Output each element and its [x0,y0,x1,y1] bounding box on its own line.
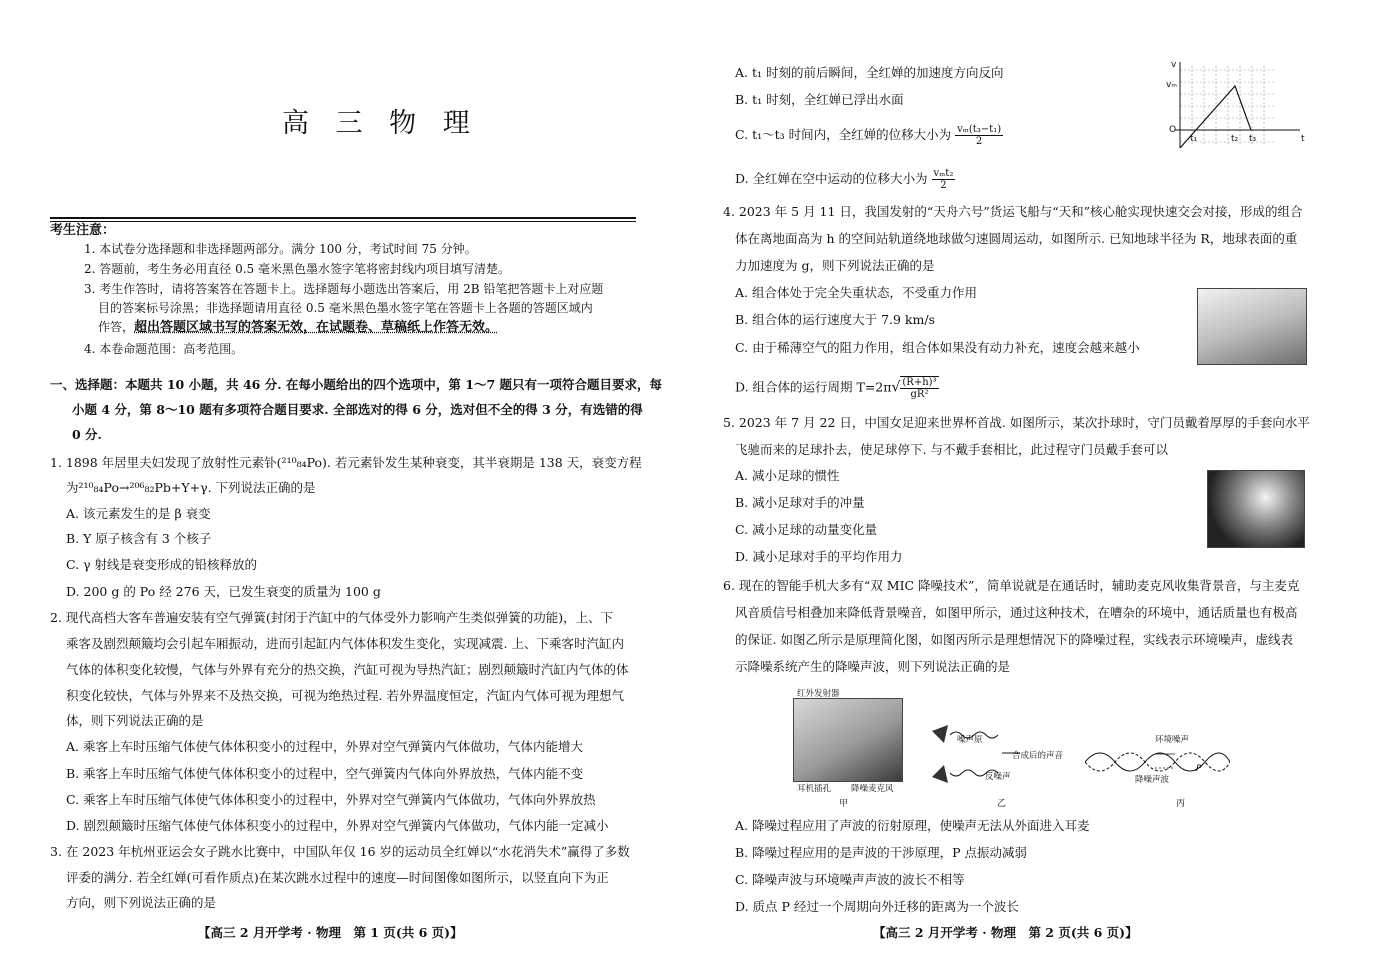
graph-label-t3: t₃ [1249,134,1257,144]
section-heading-3: 0 分. [72,427,102,442]
notice-bold-warning: 超出答题区域书写的答案无效，在试题卷、草稿纸上作答无效。 [134,320,499,335]
q5-option-b: B. 减小足球对手的冲量 [735,495,865,510]
q1-stem-1: 1. 1898 年居里夫妇发现了放射性元素钋(²¹⁰₈₄Po). 若元素钋发生某种衰变，其半衰期是 138 天，衰变方程 [50,455,642,470]
notice-3: 3. 考生作答时，请将答案答在答题卡上。选择题每小题选出答案后，用 2B 铅笔把答题卡上对应题 [84,282,604,296]
q4-option-b: B. 组合体的运行速度大于 7.9 km/s [735,312,936,327]
q5-stem-2: 飞驰而来的足球扑去，使足球停下. 与不戴手套相比，此过程守门员戴手套可以 [735,442,1168,457]
divider [50,217,636,219]
q6-option-a: A. 降噪过程应用了声波的衍射原理，使噪声无法从外面进入耳麦 [735,818,1090,833]
q4-stem-2: 体在离地面高为 h 的空间站轨道绕地球做匀速圆周运动，如图所示. 已知地球半径为 R，地球表面的重 [735,231,1298,246]
q3-option-d-text: D. 全红婵在空中运动的位移大小为 [735,171,928,186]
q4-stem-1: 4. 2023 年 5 月 11 日，我国发射的“天舟六号”货运飞船与“天和”核心舱实现快速交会对接，形成的组合 [723,204,1303,219]
denominator: gR² [910,389,929,400]
notice-1: 1. 本试卷分选择题和非选择题两部分。满分 100 分，考试时间 75 分钟。 [84,242,477,256]
q6-stem-3: 的保证. 如图乙所示是原理简化图，如图丙所示是理想情况下的降噪过程，实线表示环境噪声，虚线表 [735,632,1293,647]
q3-stem-2: 评委的满分. 若全红婵(可看作质点)在某次跳水过程中的速度—时间图像如图所示，以竖直向下为正 [66,870,609,885]
label-point-p: P [1196,764,1202,774]
label-combined-sound: 合成后的声音 [1012,751,1064,761]
section-heading-1: 一、选择题：本题共 10 小题，共 46 分. 在每小题给出的四个选项中，第 1～7 题只有一项符合题目要求，每 [50,377,663,392]
q6-stem-2: 风音质信号相叠加来降低背景噪音，如图甲所示，通过这种技术，在嘈杂的环境中，通话质量也有极高 [735,605,1298,620]
q3-option-c-text: C. t₁～t₃ 时间内，全红婵的位移大小为 [735,127,952,142]
q2-option-a: A. 乘客上车时压缩气体使气体体积变小的过程中，外界对空气弹簧内气体做功，气体内能增大 [66,739,583,754]
graph-label-t1: t₁ [1190,134,1198,144]
label-environment-noise: 环境噪声 [1155,735,1190,745]
goalkeeper-photo [1207,470,1305,548]
numerator: vₘt₂ [933,168,954,179]
graph-label-vm: vₘ [1166,80,1177,90]
numerator: vₘ(t₃−t₁) [957,124,1002,135]
notice-heading: 考生注意： [50,223,116,238]
q1-option-c: C. γ 射线是衰变形成的铅核释放的 [66,557,258,572]
q2-stem-3: 气体的体积变化较慢，气体与外界有充分的热交换，汽缸可视为导热汽缸；剧烈颠簸时汽缸内气体的体 [66,662,629,677]
q2-option-d: D. 剧烈颠簸时压缩气体使气体体积变小的过程中，外界对空气弹簧内气体做功，气体内能一定减小 [66,818,609,833]
label-cancel-wave: 降噪声波 [1135,775,1170,785]
denominator: 2 [975,136,983,147]
notice-3-cont: 目的答案标号涂黑；非选择题请用直径 0.5 毫米黑色墨水签字笔在答题卡上各题的答题区域内 [98,301,593,315]
q5-option-d: D. 减小足球对手的平均作用力 [735,549,903,564]
q2-stem-5: 体，则下列说法正确的是 [66,713,204,728]
q5-option-a: A. 减小足球的惯性 [735,468,840,483]
q3-option-c [735,124,1003,147]
q1-option-a: A. 该元素发生的是 β 衰变 [66,506,211,521]
space-station-photo [1197,288,1307,365]
q3-option-d [735,168,955,191]
numerator: (R+h)³ [902,377,937,388]
label-anti-noise: 反噪声 [985,772,1011,782]
graph-axis-t: t [1301,134,1305,144]
q2-stem-2: 乘客及剧烈颠簸均会引起车厢振动，进而引起缸内气体体积发生变化，实现减震. 上、下乘客时汽缸内 [66,636,624,651]
footer-page-2: 【高三 2 月开学考 · 物理 第 2 页(共 6 页)】 [873,925,1138,940]
notice-3-prefix: 作答， [98,320,135,334]
q4-option-d: D. 组合体的运行周期 T=2π√ $\frac{\text{(R+h)³}}{\text{gR²}}$ [735,377,937,400]
q6-option-c: C. 降噪声波与环境噪声声波的波长不相等 [735,872,965,887]
q6-stem-4: 示降噪系统产生的降噪声波，则下列说法正确的是 [735,659,1011,674]
q3-stem-1: 3. 在 2023 年杭州亚运会女子跳水比赛中，中国队年仅 16 岁的运动员全红婵以“水花消失术”赢得了多数 [50,844,630,859]
graph-axis-v: v [1171,60,1177,70]
q3-option-a: A. t₁ 时刻的前后瞬间，全红婵的加速度方向反向 [735,65,1004,80]
q1-option-d: D. 200 g 的 Po 经 276 天，已发生衰变的质量为 100 g [66,584,381,599]
label-earphone-jack: 耳机插孔 [797,784,832,794]
graph-origin: O [1169,125,1177,135]
denominator: 2 [940,180,947,191]
q4-stem-3: 力加速度为 g，则下列说法正确的是 [735,258,935,273]
right-page [723,0,1315,972]
divider [50,221,636,222]
footer-page-1: 【高三 2 月开学考 · 物理 第 1 页(共 6 页)】 [198,925,463,940]
label-noise-source: 噪声原 [957,735,983,745]
q1-option-b: B. Y 原子核含有 3 个核子 [66,531,212,546]
notice-3-end [98,318,498,337]
label-fig-yi: 乙 [997,799,1007,809]
q2-stem-1: 2. 现代高档大客车普遍安装有空气弹簧(封闭于汽缸中的气体受外力影响产生类似弹簧的功能)，上、下 [50,610,614,625]
label-noise-mic: 降噪麦克风 [851,784,894,794]
label-infrared-emitter: 红外发射器 [797,689,840,699]
phone-photo [793,698,903,782]
left-page [50,0,663,972]
page-title: 高 三 物 理 [282,108,479,139]
q3-option-c-fraction [955,124,1003,147]
q5-option-c: C. 减小足球的动量变化量 [735,522,878,537]
q2-stem-4: 积变化较快，气体与外界来不及热交换，可视为绝热过程. 若外界温度恒定，汽缸内气体可视为理想气 [66,688,624,703]
q1-stem-2: 为²¹⁰₈₄Po→²⁰⁶₈₂Pb+Y+γ. 下列说法正确的是 [66,480,316,495]
q2-option-c: C. 乘客上车时压缩气体使气体体积变小的过程中，外界对空气弹簧内气体做功，气体向外界放热 [66,792,596,807]
q4-option-c: C. 由于稀薄空气的阻力作用，组合体如果没有动力补充，速度会越来越小 [735,340,1140,355]
q4-option-a: A. 组合体处于完全失重状态，不受重力作用 [735,285,977,300]
notice-2: 2. 答题前，考生务必用直径 0.5 毫米黑色墨水签字笔将密封线内项目填写清楚。 [84,262,510,276]
q2-option-b: B. 乘客上车时压缩气体使气体体积变小的过程中，空气弹簧内气体向外界放热，气体内能不变 [66,766,584,781]
label-fig-jia: 甲 [839,799,849,809]
graph-label-t2: t₂ [1231,134,1239,144]
q5-stem-1: 5. 2023 年 7 月 22 日，中国女足迎来世界杯首战. 如图所示，某次扑球时，守门员戴着厚厚的手套向水平 [723,415,1310,430]
q6-option-b: B. 降噪过程应用的是声波的干涉原理，P 点振动减弱 [735,845,1028,860]
q3-option-b: B. t₁ 时刻，全红婵已浮出水面 [735,92,904,107]
q4-option-d-text: D. 组合体的运行周期 T=2π [735,379,892,395]
q3-option-d-fraction [932,168,956,191]
q6-option-d: D. 质点 P 经过一个周期向外迁移的距离为一个波长 [735,899,1019,914]
notice-4: 4. 本卷命题范围：高考范围。 [84,342,244,356]
section-heading-2: 小题 4 分，第 8～10 题有多项符合题目要求. 全部选对的得 6 分，选对但不全的得 3 分，有选错的得 [72,402,643,417]
q6-stem-1: 6. 现在的智能手机大多有“双 MIC 降噪技术”，简单说就是在通话时，辅助麦克风收集背景音，与主麦克 [723,578,1300,593]
q3-stem-3: 方向，则下列说法正确的是 [66,895,217,910]
q4-option-d-fraction [900,376,938,400]
velocity-time-graph [1165,58,1315,152]
label-fig-bing: 丙 [1176,799,1186,809]
